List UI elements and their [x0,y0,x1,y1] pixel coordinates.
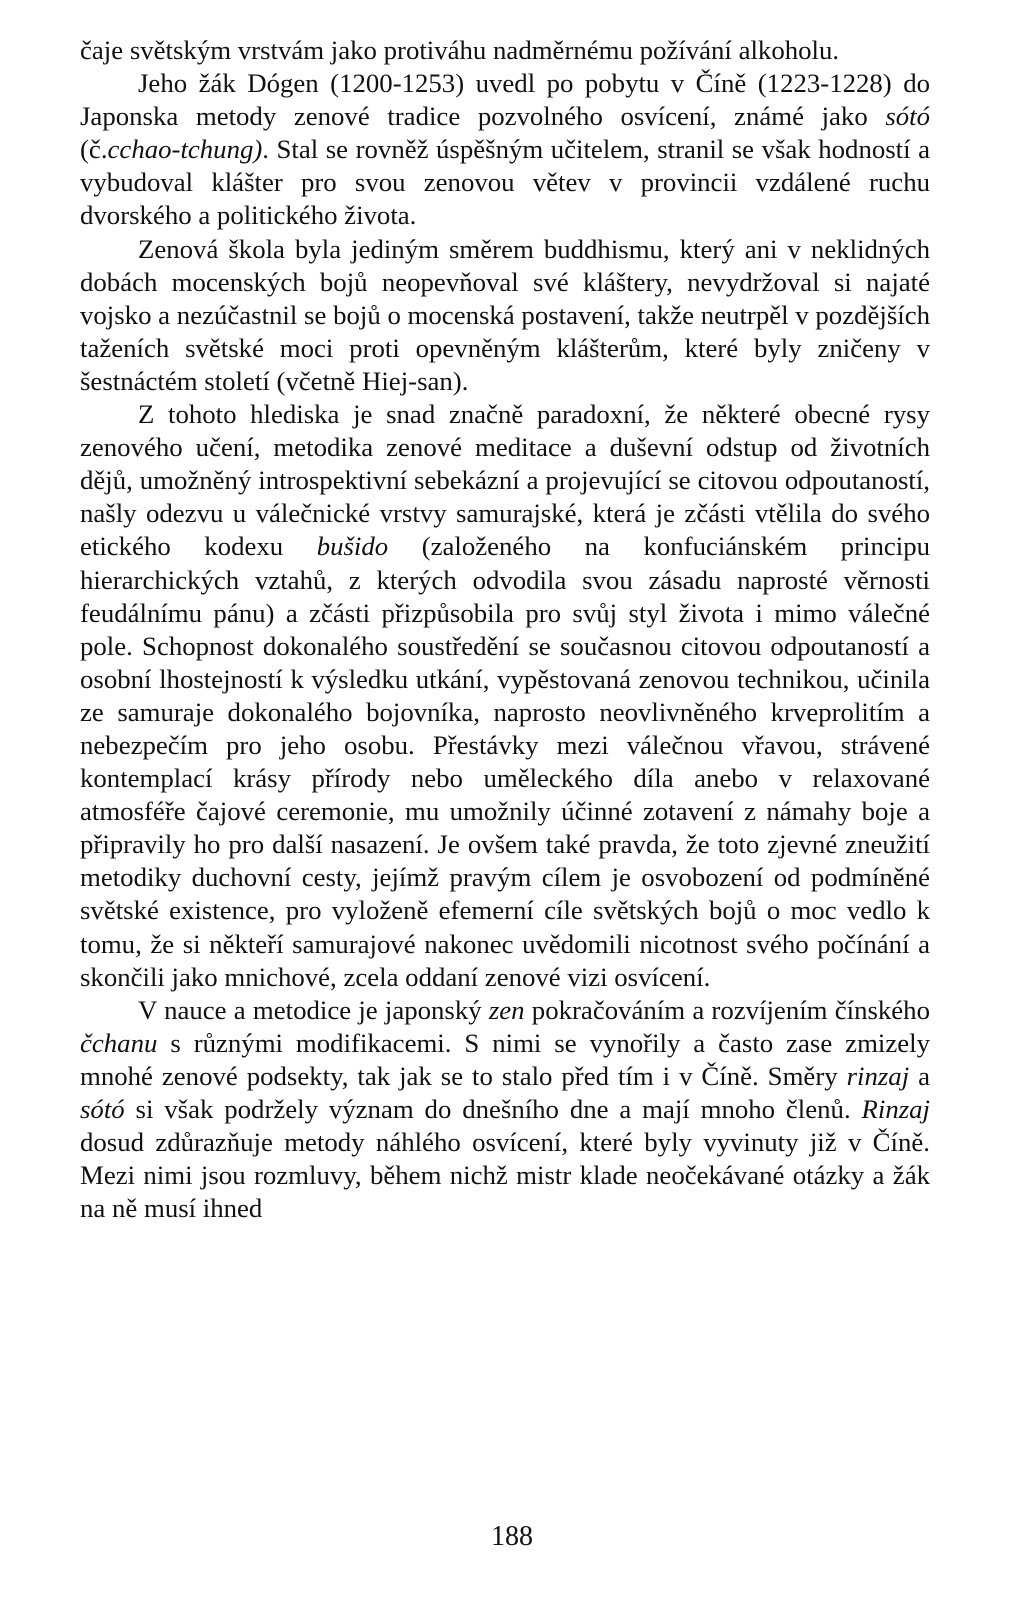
text-run: si však podržely význam do dnešního dne a mají mnoho členů. [124,1094,862,1124]
text-run: (založeného na konfuciánském principu hierarchických vztahů, z kterých odvodila svou zásadu naprosté věrnosti feudálnímu pánu) a zčásti přizpůsobila pro svůj styl života i mimo válečné pole. Schopnost dokonalého soustředění se současnou citovou odpoutaností a osobní lhostejností k výsledku utkání, vypěstovaná zenovou technikou, učinila ze samuraje dokonalého bojovníka, naprosto neovlivněného krveprolitím a nebezpečím pro jeho osobu. Přestávky mezi válečnou vřavou, strávené kontemplací krásy přírody nebo uměleckého díla anebo v relaxované atmosféře čajové ceremonie, mu umožnily účinné zotavení z námahy boje a připravily ho pro další nasazení. Je ovšem také pravda, že toto zjevné zneužití metodiky duchovní cesty, jejímž pravým cílem je osvobození od podmíněné světské existence, pro vyloženě efemerní cíle světských bojů o moc vedlo k tomu, že si někteří samurajové nakonec uvědomili nicotnost svého počínání a skončili jako mnichové, zcela oddaní zenové vizi osvícení. [80,531,930,992]
italic-term: bušido [316,531,389,562]
text-run: Jeho žák Dógen (1200-1253) uvedl po pobytu v Číně (1223-1228) do Japonska metody zenové tradice pozvolného osvícení, známé jako [80,68,930,132]
text-run: (č. [80,134,108,165]
paragraph-4 [80,398,930,994]
italic-term: rinzaj [846,1060,910,1091]
text-run: V nauce a metodice je japonský [138,994,489,1025]
text-run: . Stal se rovněž úspěšným učitelem, stranil se však hodností a vybudoval klášter pro svou zenovou větev v provincii vzdálené ruchu dvorského a politického života. [80,134,930,231]
text-run: Z tohoto hlediska je snad značně paradoxní, že některé obecné rysy zenového učení, metodika zenové meditace a duševní odstup od životních dějů, umožněný introspektivní sebekázní a projevující se citovou odpoutaností, našly odezvu u válečnické vrstvy samurajské, která je zčásti vtělila do svého etického kodexu [80,399,930,562]
italic-term: zen [488,994,525,1025]
paragraph-1: čaje světským vrstvám jako protiváhu nadměrnému požívání alkoholu. [80,35,840,65]
paragraph-5 [80,994,930,1226]
italic-term: Rinzaj [861,1094,930,1124]
paragraph-3: Zenová škola byla jediným směrem buddhismu, který ani v neklidných dobách mocenských bojů neopevňoval své kláštery, nevydržoval si najaté vojsko a nezúčastnil se bojů o mocenská postavení, takže neutrpěl v pozdějších taženích světské moci proti opevněným klášterům, které byly zničeny v šestnáctém století (včetně Hiej-san). [80,233,930,396]
text-run: dosud zdůrazňuje metody náhlého osvícení, které byly vyvinuty již v Číně. Mezi nimi jsou rozmluvy, během nichž mistr klade neočekávané otázky a žák na ně musí ihned [80,1127,930,1224]
paragraph-2 [80,67,930,232]
italic-term: cchao-tchung) [107,134,263,165]
text-run: a [909,1060,931,1091]
page-number: 188 [491,1521,533,1552]
italic-term: sótó [80,1094,125,1124]
page-body [80,34,930,1225]
italic-term: sótó [885,101,930,132]
text-run: s různými modifikacemi. S nimi se vynořily a často zase zmizely mnohé zenové podsekty, tak jak se to stalo před tím i v Číně. Směry [80,1027,930,1091]
text-run: pokračováním a rozvíjením čínského [524,994,930,1025]
italic-term: čchanu [80,1027,158,1058]
